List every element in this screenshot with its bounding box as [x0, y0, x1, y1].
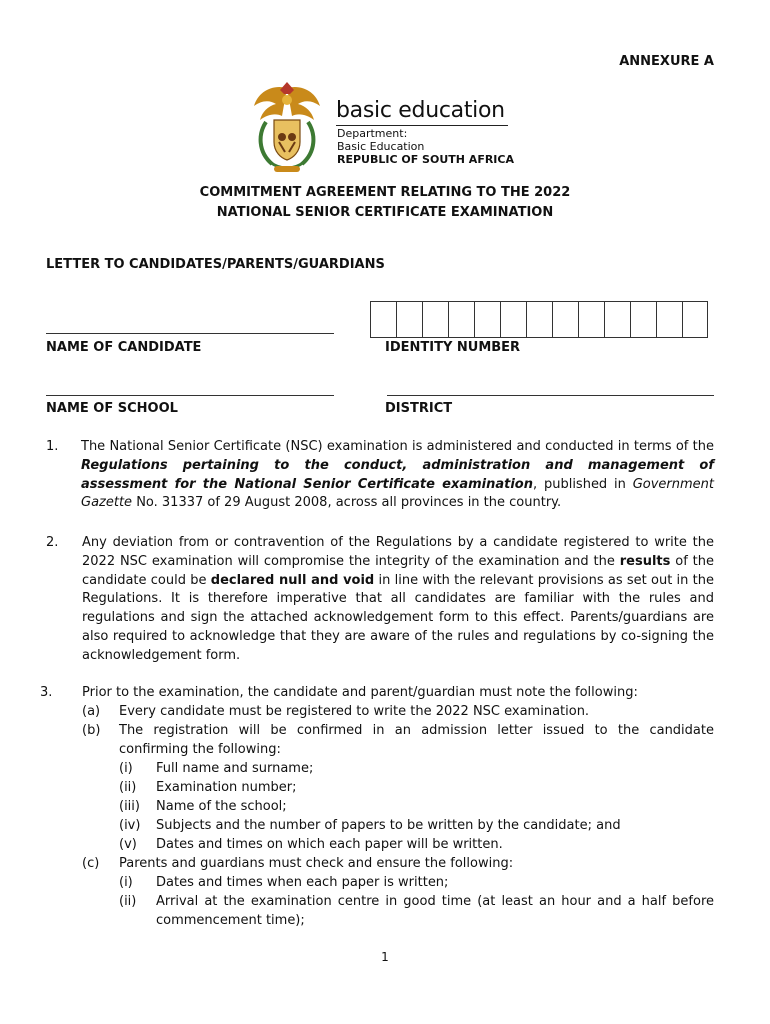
item-b-ii-text: Examination number;	[156, 780, 297, 795]
item-b-iii-label: (iii)	[119, 799, 140, 814]
item-c-i-label: (i)	[119, 875, 133, 890]
item-b-v-text: Dates and times on which each paper will be written.	[156, 837, 503, 852]
annexure-label: ANNEXURE A	[619, 54, 714, 69]
district-label: DISTRICT	[385, 401, 453, 416]
id-digit-box[interactable]	[474, 302, 500, 337]
identity-number-boxes[interactable]	[370, 301, 708, 338]
item-c-text: Parents and guardians must check and ensure the following:	[119, 856, 514, 871]
item-c-label: (c)	[82, 856, 100, 871]
name-of-candidate-label: NAME OF CANDIDATE	[46, 340, 202, 355]
id-digit-box[interactable]	[500, 302, 526, 337]
id-digit-box[interactable]	[552, 302, 578, 337]
item-b-iv-text: Subjects and the number of papers to be written by the candidate; and	[156, 818, 621, 833]
department-block	[337, 127, 514, 166]
item-b-text: The registration will be confirmed in an admission letter issued to the candidate confirming the following:	[119, 723, 714, 757]
district-line[interactable]	[387, 395, 714, 396]
section-2-text: Any deviation from or contravention of the Regulations by a candidate registered to write the 2022 NSC examination will compromise the integrity of the examination and the results of the candidate could be declared null and void in line with the relevant provisions as set out in the Regulations. It is therefore imperative that all candidates are familiar with the rules and regulations and sign the attached acknowledgement form to this effect. Parents/guardians are also required to acknowledge that they are aware of the rules and regulations by co-signing the acknowledgement form.	[82, 535, 714, 663]
id-digit-box[interactable]	[526, 302, 552, 337]
id-digit-box[interactable]	[396, 302, 422, 337]
letter-heading: LETTER TO CANDIDATES/PARENTS/GUARDIANS	[46, 257, 385, 272]
id-digit-box[interactable]	[578, 302, 604, 337]
section-3-number: 3.	[40, 685, 53, 700]
title-line-1: COMMITMENT AGREEMENT RELATING TO THE 2022	[199, 185, 571, 200]
id-digit-box[interactable]	[682, 302, 708, 337]
id-digit-box[interactable]	[422, 302, 448, 337]
item-b-i-label: (i)	[119, 761, 133, 776]
item-a-label: (a)	[82, 704, 101, 719]
page-number: 1	[381, 950, 389, 964]
id-digit-box[interactable]	[656, 302, 682, 337]
item-a-text: Every candidate must be registered to write the 2022 NSC examination.	[119, 704, 590, 719]
brand-name: basic education	[336, 98, 505, 123]
department-line-2: Basic Education	[337, 140, 425, 153]
section-1-text: The National Senior Certificate (NSC) examination is administered and conducted in terms of the Regulations pertaining to the conduct, administration and management of assessment for the National Senior Certificate examination, published in Government Gazette No. 31337 of 29 August 2008, across all provinces in the country.	[81, 439, 715, 511]
document-title	[0, 183, 770, 223]
department-line-3: REPUBLIC OF SOUTH AFRICA	[337, 153, 514, 166]
item-b-label: (b)	[82, 723, 101, 738]
brand-divider	[336, 125, 508, 126]
identity-number-label: IDENTITY NUMBER	[385, 340, 521, 355]
id-digit-box[interactable]	[630, 302, 656, 337]
item-b-v-label: (v)	[119, 837, 137, 852]
item-b-ii-label: (ii)	[119, 780, 137, 795]
candidate-name-line[interactable]	[46, 333, 334, 334]
department-line-1: Department:	[337, 127, 408, 140]
item-c-i-text: Dates and times when each paper is written;	[156, 875, 449, 890]
section-1-number: 1.	[46, 439, 59, 454]
coat-of-arms-icon	[250, 82, 324, 174]
section-2-number: 2.	[46, 535, 59, 550]
section-3-intro: Prior to the examination, the candidate and parent/guardian must note the following:	[82, 685, 638, 700]
item-b-i-text: Full name and surname;	[156, 761, 314, 776]
id-digit-box[interactable]	[604, 302, 630, 337]
id-digit-box[interactable]	[448, 302, 474, 337]
id-digit-box[interactable]	[370, 302, 396, 337]
item-c-ii-label: (ii)	[119, 894, 137, 909]
item-b-iii-text: Name of the school;	[156, 799, 287, 814]
school-name-line[interactable]	[46, 395, 334, 396]
item-b-iv-label: (iv)	[119, 818, 141, 833]
name-of-school-label: NAME OF SCHOOL	[46, 401, 178, 416]
title-line-2: NATIONAL SENIOR CERTIFICATE EXAMINATION	[216, 205, 554, 220]
item-c-ii-text: Arrival at the examination centre in good time (at least an hour and a half before commencement time);	[156, 894, 714, 928]
